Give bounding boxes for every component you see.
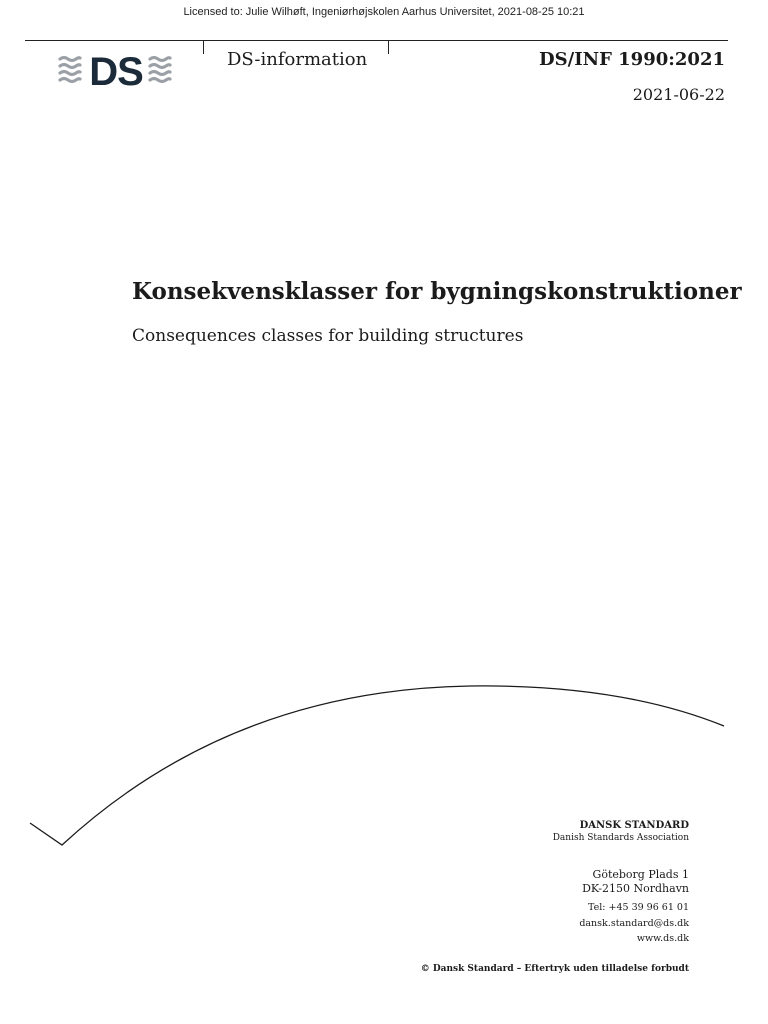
- copyright-notice: © Dansk Standard – Eftertryk uden tilladelse forbudt: [420, 964, 689, 974]
- document-date: 2021-06-22: [632, 85, 725, 104]
- phone-number: Tel: +45 39 96 61 01: [588, 902, 689, 913]
- logo-letters: DS: [89, 52, 143, 88]
- publisher-block: [553, 819, 689, 845]
- address-line: DK-2150 Nordhavn: [582, 882, 689, 895]
- publisher-name: DANSK STANDARD: [579, 820, 689, 831]
- license-notice: Licensed to: Julie Wilhøft, Ingeniørhøjskolen Aarhus Universitet, 2021-08-25 10:21: [183, 6, 585, 18]
- publisher-association: Danish Standards Association: [552, 833, 689, 843]
- title-danish: Konsekvensklasser for bygningskonstruktioner: [132, 278, 742, 305]
- email-address: dansk.standard@ds.dk: [579, 917, 689, 929]
- address-line: Göteborg Plads 1: [592, 868, 689, 881]
- publisher-contact: [579, 900, 689, 947]
- document-id: DS/INF 1990:2021: [539, 49, 725, 70]
- title-english: Consequences classes for building structures: [132, 326, 524, 346]
- website-link: www.ds.dk: [636, 933, 689, 944]
- series-name: DS-information: [227, 49, 368, 70]
- publisher-address: [582, 868, 689, 896]
